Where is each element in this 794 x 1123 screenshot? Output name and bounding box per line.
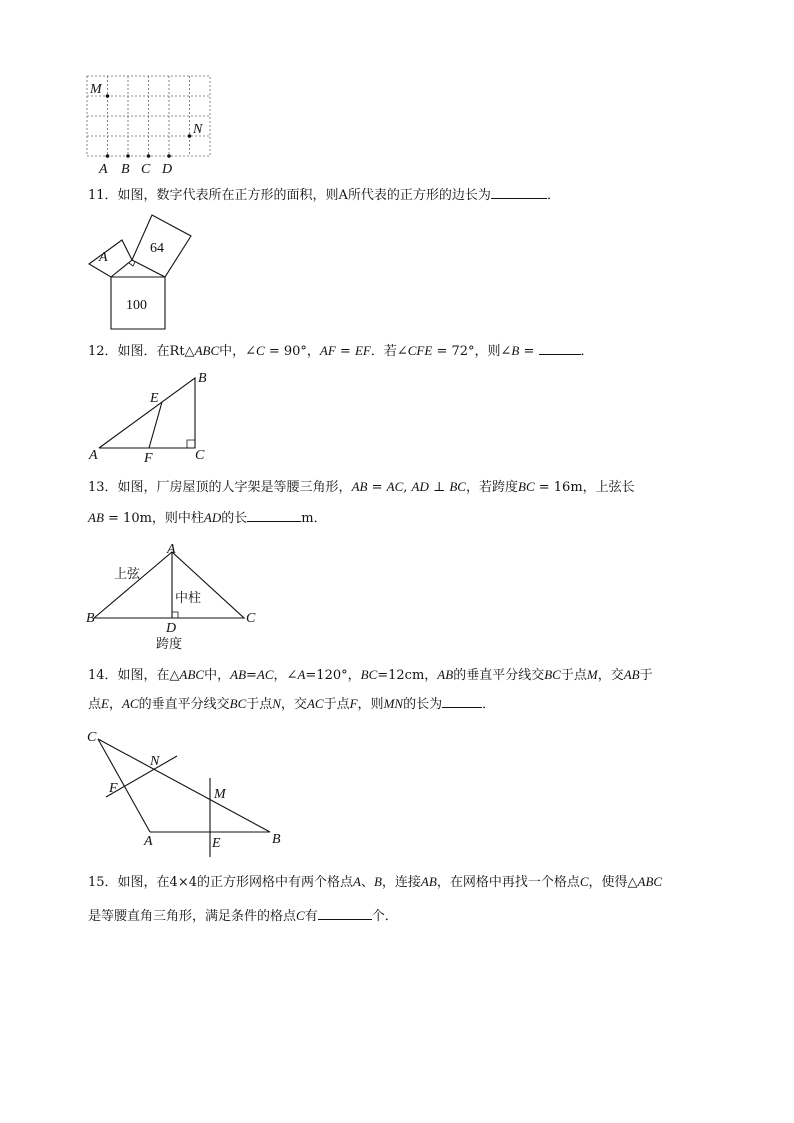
answer-blank (539, 340, 581, 355)
triangle-perpendicular-bisectors-figure (84, 725, 294, 861)
label-c: C (195, 448, 205, 463)
point-b (126, 154, 130, 158)
grid-figure (82, 72, 217, 177)
label-b: B (121, 162, 130, 177)
question-number: 11． (88, 188, 118, 203)
question-14-line-1: 14．如图，在△ABC中，AB=AC，∠A=120°，BC=12cm，AB的垂直平分线交BC于点M，交AB于 (88, 667, 653, 683)
label-n: N (150, 754, 160, 769)
question-12: 12．如图．在Rt△ABC中，∠C = 90°，AF = EF．若∠CFE = 72°，则∠B = ． (88, 339, 718, 364)
label-b: B (198, 371, 207, 386)
question-15-line-1: 15．如图，在4×4的正方形网格中有两个格点A、B，连接AB，在网格中再找一个格点C，使得△ABC (88, 874, 663, 890)
square-64-label: 64 (150, 241, 164, 256)
label-a: A (89, 448, 98, 463)
point-c (147, 154, 151, 158)
point-m (106, 94, 110, 98)
label-d: D (166, 621, 177, 636)
triangle-abc-figure (86, 368, 216, 466)
roof-truss-figure (84, 540, 264, 652)
question-13-line-1: 13．如图，厂房屋顶的人字架是等腰三角形，AB = AC, AD ⊥ BC，若跨度BC = 16m，上弦长 (88, 479, 635, 495)
label-e: E (212, 836, 221, 851)
answer-blank (318, 905, 372, 920)
label-b: B (272, 832, 281, 847)
question-13-line-2: AB = 10m，则中柱AD的长 m． (88, 506, 718, 531)
label-f: F (144, 451, 153, 466)
label-d: D (162, 162, 173, 177)
label-m: M (214, 787, 226, 802)
label-c: C (246, 611, 256, 626)
question-number: 15． (88, 875, 118, 890)
top-chord-label: 上弦 (114, 567, 141, 582)
question-number: 12． (88, 344, 118, 359)
point-n (188, 134, 192, 138)
question-number: 13． (88, 480, 118, 495)
label-c: C (87, 730, 97, 745)
label-a: A (167, 542, 176, 557)
label-b: B (86, 611, 95, 626)
label-a: A (99, 162, 108, 177)
answer-blank (491, 184, 547, 199)
label-c: C (141, 162, 151, 177)
span-label: 跨度 (156, 637, 183, 652)
king-post-label: 中柱 (175, 591, 202, 606)
point-d (167, 154, 171, 158)
label-n: N (193, 122, 203, 137)
point-a (106, 154, 110, 158)
label-e: E (150, 391, 159, 406)
label-a: A (144, 834, 153, 849)
label-f: F (109, 781, 118, 796)
question-14-line-2: 点E，AC的垂直平分线交BC于点N，交AC于点F，则MN的长为 ． (88, 692, 718, 717)
label-m: M (90, 82, 102, 97)
question-11: 11．如图，数字代表所在正方形的面积，则A所代表的正方形的边长为 ． (88, 184, 718, 208)
answer-blank (442, 693, 482, 708)
question-number: 14． (88, 668, 118, 683)
square-a-label: A (99, 250, 108, 265)
question-15-line-2: 是等腰直角三角形，满足条件的格点C有 个． (88, 904, 718, 929)
square-100-label: 100 (126, 298, 147, 313)
squares-figure (84, 212, 199, 334)
answer-blank (247, 507, 301, 522)
